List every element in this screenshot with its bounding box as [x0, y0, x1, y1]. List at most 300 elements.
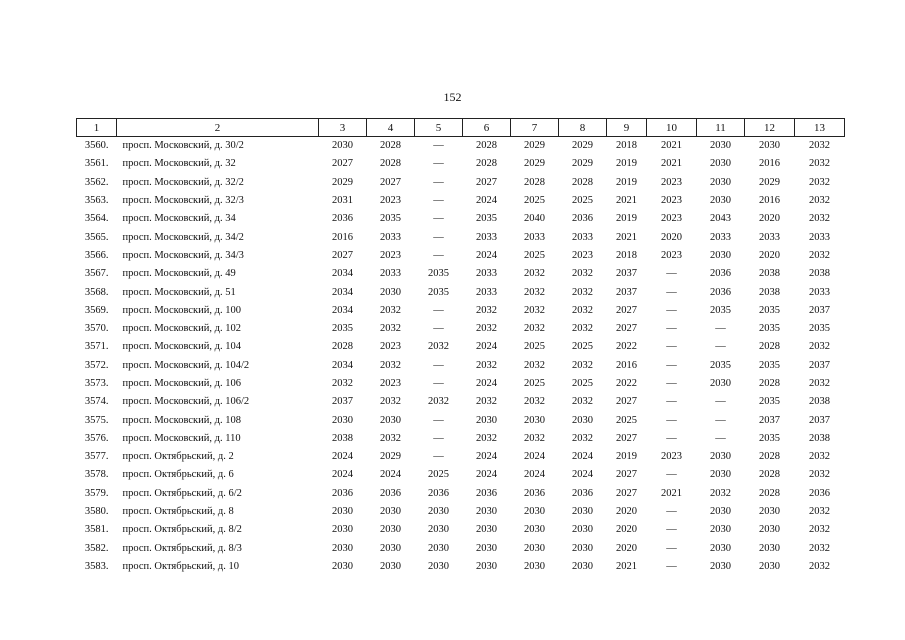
year-cell: 2040: [524, 213, 545, 225]
year-cell: 2034: [332, 286, 353, 298]
table-row: [77, 448, 845, 466]
year-cell: 2036: [572, 213, 593, 225]
year-cell: 2021: [661, 487, 682, 499]
year-cell: —: [433, 378, 444, 389]
year-cell: 2023: [380, 249, 401, 261]
year-cell: 2036: [476, 487, 497, 499]
page-number: 152: [443, 90, 462, 104]
year-cell: 2019: [616, 451, 637, 463]
year-cell: 2032: [524, 396, 545, 408]
year-cell: 2030: [476, 560, 497, 572]
year-cell: 2030: [524, 414, 545, 426]
year-cell: 2037: [616, 268, 637, 280]
column-header: 7: [511, 119, 559, 137]
row-number: 3572.: [84, 359, 109, 371]
year-cell: 2027: [332, 249, 353, 261]
year-cell: —: [666, 268, 677, 280]
year-cell: 2032: [572, 323, 593, 335]
year-cell: 2030: [332, 524, 353, 536]
year-cell: 2032: [809, 378, 830, 389]
year-cell: 2030: [710, 249, 731, 261]
column-header: 1: [77, 119, 117, 137]
year-cell: 2032: [524, 359, 545, 371]
year-cell: 2021: [616, 560, 637, 572]
table-row: [77, 320, 845, 338]
year-cell: 2038: [809, 268, 830, 280]
year-cell: —: [666, 542, 677, 554]
address-cell: просп. Московский, д. 100: [122, 304, 241, 316]
address-cell: просп. Московский, д. 106: [122, 378, 241, 389]
year-cell: 2038: [759, 268, 780, 280]
year-cell: 2036: [710, 268, 731, 280]
year-cell: 2032: [476, 432, 497, 444]
year-cell: —: [433, 176, 444, 188]
table-row: [77, 228, 845, 246]
year-cell: 2021: [616, 195, 637, 207]
table-row: [77, 192, 845, 210]
year-cell: 2029: [332, 176, 353, 188]
year-cell: 2035: [809, 323, 830, 335]
table-body: [77, 137, 845, 577]
year-cell: 2030: [710, 451, 731, 463]
row-number: 3576.: [84, 432, 109, 444]
year-cell: 2028: [476, 158, 497, 170]
year-cell: 2020: [759, 249, 780, 261]
year-cell: 2034: [332, 304, 353, 316]
year-cell: 2030: [332, 140, 353, 152]
year-cell: 2030: [710, 506, 731, 518]
year-cell: 2032: [476, 396, 497, 408]
year-cell: 2030: [759, 140, 780, 152]
row-number: 3564.: [84, 213, 109, 225]
year-cell: 2032: [809, 560, 830, 572]
year-cell: 2020: [616, 542, 637, 554]
year-cell: 2036: [710, 286, 731, 298]
year-cell: 2035: [428, 268, 449, 280]
year-cell: 2023: [661, 176, 682, 188]
year-cell: 2030: [710, 378, 731, 389]
row-number: 3563.: [84, 195, 109, 207]
year-cell: 2030: [476, 414, 497, 426]
year-cell: 2023: [661, 249, 682, 261]
year-cell: 2030: [759, 560, 780, 572]
year-cell: 2030: [380, 506, 401, 518]
year-cell: 2020: [661, 231, 682, 243]
year-cell: 2029: [380, 451, 401, 463]
row-number: 3575.: [84, 414, 109, 426]
year-cell: —: [666, 414, 677, 426]
year-cell: 2030: [572, 542, 593, 554]
year-cell: 2030: [332, 414, 353, 426]
year-cell: —: [666, 432, 677, 444]
year-cell: 2032: [809, 451, 830, 463]
year-cell: —: [715, 396, 726, 408]
year-cell: 2018: [616, 249, 637, 261]
year-cell: 2037: [809, 414, 830, 426]
row-number: 3560.: [84, 140, 109, 152]
address-cell: просп. Московский, д. 30/2: [122, 140, 244, 152]
year-cell: 2025: [572, 378, 593, 389]
year-cell: 2020: [616, 506, 637, 518]
year-cell: 2032: [476, 359, 497, 371]
year-cell: —: [433, 432, 444, 444]
year-cell: 2032: [380, 396, 401, 408]
year-cell: 2032: [572, 396, 593, 408]
year-cell: 2043: [710, 213, 731, 225]
year-cell: 2028: [759, 378, 780, 389]
year-cell: 2025: [524, 378, 545, 389]
year-cell: 2030: [524, 542, 545, 554]
year-cell: 2032: [809, 249, 830, 261]
year-cell: 2029: [572, 140, 593, 152]
year-cell: 2030: [572, 506, 593, 518]
year-cell: 2027: [616, 304, 637, 316]
year-cell: 2030: [476, 506, 497, 518]
year-cell: 2024: [476, 341, 497, 353]
year-cell: —: [433, 231, 444, 243]
year-cell: —: [433, 158, 444, 170]
year-cell: 2030: [332, 506, 353, 518]
column-header: 6: [463, 119, 511, 137]
year-cell: 2033: [809, 286, 830, 298]
year-cell: 2029: [759, 176, 780, 188]
address-cell: просп. Октябрьский, д. 10: [122, 560, 239, 572]
row-number: 3568.: [84, 286, 109, 298]
year-cell: 2030: [380, 542, 401, 554]
address-cell: просп. Московский, д. 32: [122, 158, 236, 170]
column-header: 5: [415, 119, 463, 137]
row-number: 3579.: [84, 487, 109, 499]
year-cell: 2038: [332, 432, 353, 444]
year-cell: 2032: [809, 542, 830, 554]
year-cell: 2035: [332, 323, 353, 335]
table-row: [77, 485, 845, 503]
column-header: 12: [745, 119, 795, 137]
year-cell: 2024: [476, 469, 497, 481]
year-cell: 2021: [661, 158, 682, 170]
address-cell: просп. Октябрьский, д. 6/2: [122, 487, 242, 499]
table-row: [77, 338, 845, 356]
year-cell: 2021: [616, 231, 637, 243]
address-cell: просп. Московский, д. 104: [122, 341, 241, 353]
year-cell: 2033: [524, 231, 545, 243]
year-cell: —: [666, 341, 677, 353]
address-cell: просп. Московский, д. 49: [122, 268, 236, 280]
year-cell: 2032: [380, 323, 401, 335]
year-cell: 2028: [759, 487, 780, 499]
year-cell: 2030: [710, 560, 731, 572]
year-cell: 2027: [332, 158, 353, 170]
year-cell: 2036: [332, 487, 353, 499]
year-cell: 2035: [428, 286, 449, 298]
address-cell: просп. Московский, д. 34/2: [122, 231, 244, 243]
address-cell: просп. Московский, д. 32/3: [122, 195, 244, 207]
year-cell: 2028: [332, 341, 353, 353]
year-cell: 2030: [710, 158, 731, 170]
year-cell: —: [666, 304, 677, 316]
table-row: [77, 247, 845, 265]
year-cell: 2035: [759, 323, 780, 335]
year-cell: 2029: [524, 158, 545, 170]
year-cell: 2028: [524, 176, 545, 188]
row-number: 3566.: [84, 249, 109, 261]
year-cell: 2030: [428, 542, 449, 554]
year-cell: 2037: [332, 396, 353, 408]
table-row: [77, 265, 845, 283]
column-header: 9: [607, 119, 647, 137]
column-header: 10: [647, 119, 697, 137]
year-cell: 2028: [759, 469, 780, 481]
row-number: 3567.: [84, 268, 109, 280]
address-cell: просп. Московский, д. 51: [122, 286, 236, 298]
year-cell: 2023: [572, 249, 593, 261]
year-cell: 2025: [616, 414, 637, 426]
year-cell: 2032: [572, 286, 593, 298]
year-cell: 2032: [809, 469, 830, 481]
year-cell: 2030: [759, 524, 780, 536]
year-cell: —: [666, 323, 677, 335]
year-cell: 2032: [332, 378, 353, 389]
year-cell: —: [666, 469, 677, 481]
row-number: 3562.: [84, 176, 109, 188]
year-cell: —: [433, 140, 444, 152]
year-cell: 2023: [661, 195, 682, 207]
year-cell: 2028: [572, 176, 593, 188]
address-cell: просп. Московский, д. 110: [122, 432, 241, 444]
address-cell: просп. Московский, д. 34: [122, 213, 236, 225]
year-cell: 2028: [380, 140, 401, 152]
year-cell: 2032: [809, 506, 830, 518]
year-cell: 2033: [572, 231, 593, 243]
year-cell: 2030: [428, 506, 449, 518]
year-cell: 2032: [572, 359, 593, 371]
year-cell: 2032: [809, 158, 830, 170]
year-cell: 2037: [616, 286, 637, 298]
year-cell: 2038: [759, 286, 780, 298]
year-cell: 2030: [710, 140, 731, 152]
year-cell: 2030: [759, 542, 780, 554]
year-cell: 2027: [380, 176, 401, 188]
year-cell: 2034: [332, 268, 353, 280]
year-cell: —: [433, 304, 444, 316]
year-cell: 2030: [380, 286, 401, 298]
year-cell: 2032: [380, 359, 401, 371]
address-cell: просп. Московский, д. 108: [122, 414, 241, 426]
row-number: 3580.: [84, 506, 109, 518]
year-cell: —: [433, 451, 444, 463]
year-cell: 2030: [332, 542, 353, 554]
year-cell: —: [433, 249, 444, 261]
year-cell: 2024: [476, 451, 497, 463]
year-cell: 2024: [572, 451, 593, 463]
year-cell: 2030: [380, 524, 401, 536]
year-cell: —: [433, 323, 444, 335]
year-cell: 2016: [759, 195, 780, 207]
year-cell: 2024: [476, 378, 497, 389]
table-row: [77, 430, 845, 448]
schedule-table: [76, 118, 845, 576]
year-cell: —: [666, 286, 677, 298]
table-row: [77, 540, 845, 558]
year-cell: 2022: [616, 341, 637, 353]
year-cell: —: [715, 414, 726, 426]
year-cell: 2020: [759, 213, 780, 225]
year-cell: 2033: [380, 268, 401, 280]
year-cell: 2027: [616, 396, 637, 408]
table-row: [77, 210, 845, 228]
year-cell: 2025: [428, 469, 449, 481]
year-cell: 2036: [809, 487, 830, 499]
year-cell: 2028: [759, 451, 780, 463]
year-cell: 2032: [524, 304, 545, 316]
row-number: 3561.: [84, 158, 109, 170]
year-cell: 2018: [616, 140, 637, 152]
year-cell: 2027: [476, 176, 497, 188]
year-cell: 2030: [476, 524, 497, 536]
year-cell: 2024: [332, 469, 353, 481]
year-cell: 2036: [524, 487, 545, 499]
address-cell: просп. Московский, д. 32/2: [122, 176, 244, 188]
year-cell: 2030: [710, 176, 731, 188]
year-cell: 2023: [661, 213, 682, 225]
year-cell: 2021: [661, 140, 682, 152]
year-cell: 2035: [476, 213, 497, 225]
year-cell: 2024: [380, 469, 401, 481]
year-cell: 2025: [524, 341, 545, 353]
year-cell: 2031: [332, 195, 353, 207]
year-cell: 2030: [710, 195, 731, 207]
year-cell: 2030: [572, 560, 593, 572]
year-cell: 2037: [759, 414, 780, 426]
year-cell: —: [715, 341, 726, 353]
year-cell: 2032: [809, 524, 830, 536]
table-row: [77, 411, 845, 429]
year-cell: —: [666, 378, 677, 389]
address-cell: просп. Октябрьский, д. 8/2: [122, 524, 242, 536]
year-cell: 2035: [759, 396, 780, 408]
year-cell: 2033: [476, 286, 497, 298]
year-cell: 2032: [524, 268, 545, 280]
year-cell: 2032: [809, 341, 830, 353]
year-cell: 2023: [380, 341, 401, 353]
table-row: [77, 283, 845, 301]
year-cell: 2024: [524, 451, 545, 463]
year-cell: 2027: [616, 469, 637, 481]
year-cell: 2016: [616, 359, 637, 371]
year-cell: 2033: [759, 231, 780, 243]
year-cell: 2028: [759, 341, 780, 353]
address-cell: просп. Московский, д. 34/3: [122, 249, 244, 261]
row-number: 3583.: [84, 560, 109, 572]
year-cell: 2024: [572, 469, 593, 481]
year-cell: 2027: [616, 432, 637, 444]
row-number: 3581.: [84, 524, 109, 536]
year-cell: 2033: [809, 231, 830, 243]
year-cell: 2029: [524, 140, 545, 152]
year-cell: 2032: [428, 341, 449, 353]
year-cell: —: [433, 213, 444, 225]
year-cell: 2035: [759, 359, 780, 371]
year-cell: 2030: [524, 506, 545, 518]
year-cell: 2035: [380, 213, 401, 225]
year-cell: 2032: [428, 396, 449, 408]
year-cell: —: [666, 396, 677, 408]
address-cell: просп. Московский, д. 102: [122, 323, 241, 335]
year-cell: 2032: [710, 487, 731, 499]
year-cell: 2030: [524, 524, 545, 536]
row-number: 3582.: [84, 542, 109, 554]
year-cell: 2020: [616, 524, 637, 536]
year-cell: 2030: [710, 542, 731, 554]
year-cell: —: [433, 414, 444, 426]
year-cell: 2035: [710, 304, 731, 316]
year-cell: 2028: [380, 158, 401, 170]
table-row: [77, 155, 845, 173]
year-cell: —: [666, 506, 677, 518]
year-cell: 2032: [809, 140, 830, 152]
year-cell: 2029: [572, 158, 593, 170]
year-cell: 2032: [476, 304, 497, 316]
address-cell: просп. Октябрьский, д. 8: [122, 506, 234, 518]
year-cell: 2032: [524, 432, 545, 444]
year-cell: 2030: [380, 414, 401, 426]
year-cell: 2025: [524, 195, 545, 207]
year-cell: 2037: [809, 304, 830, 316]
year-cell: 2034: [332, 359, 353, 371]
year-cell: 2030: [710, 524, 731, 536]
address-cell: просп. Московский, д. 106/2: [122, 396, 250, 408]
year-cell: 2030: [572, 414, 593, 426]
row-number: 3571.: [84, 341, 109, 353]
year-cell: 2025: [572, 341, 593, 353]
year-cell: 2036: [380, 487, 401, 499]
year-cell: 2032: [572, 432, 593, 444]
table-row: [77, 137, 845, 156]
table-row: [77, 466, 845, 484]
row-number: 3574.: [84, 396, 109, 408]
year-cell: 2038: [809, 396, 830, 408]
address-cell: просп. Октябрьский, д. 2: [122, 451, 234, 463]
year-cell: 2016: [759, 158, 780, 170]
year-cell: 2023: [380, 378, 401, 389]
year-cell: 2032: [572, 268, 593, 280]
year-cell: 2032: [476, 323, 497, 335]
year-cell: 2030: [710, 469, 731, 481]
column-header: 8: [559, 119, 607, 137]
table-row: [77, 302, 845, 320]
address-cell: просп. Октябрьский, д. 6: [122, 469, 234, 481]
table-row: [77, 393, 845, 411]
table-row: [77, 521, 845, 539]
row-number: 3573.: [84, 378, 109, 389]
year-cell: 2032: [809, 213, 830, 225]
year-cell: 2025: [572, 195, 593, 207]
year-cell: 2035: [759, 304, 780, 316]
year-cell: —: [715, 323, 726, 335]
year-cell: —: [666, 560, 677, 572]
column-header: 3: [319, 119, 367, 137]
year-cell: 2028: [476, 140, 497, 152]
year-cell: 2024: [476, 249, 497, 261]
column-header: 13: [795, 119, 845, 137]
year-cell: —: [666, 359, 677, 371]
year-cell: 2032: [524, 286, 545, 298]
year-cell: 2033: [476, 268, 497, 280]
year-cell: 2038: [809, 432, 830, 444]
year-cell: 2019: [616, 213, 637, 225]
year-cell: 2019: [616, 176, 637, 188]
year-cell: 2030: [524, 560, 545, 572]
